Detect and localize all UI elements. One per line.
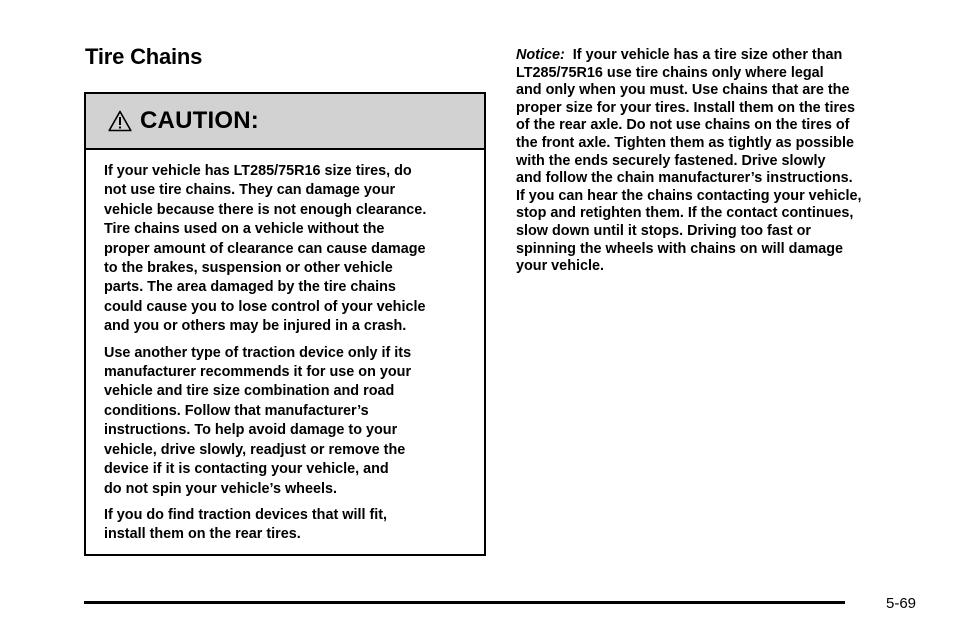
- footer-rule: [84, 601, 845, 604]
- caution-paragraph: If your vehicle has LT285/75R16 size tires, do not use tire chains. They can damage your vehicle because there is not enough clearance. Tire chains used on a vehicle without the proper amount of clearance can cause damage to the brakes, suspension or other vehicle parts. The area damaged by the tire chains could cause you to lose control of your vehicle and you or others may be injured in a crash.: [104, 163, 427, 335]
- caution-box: [84, 92, 486, 556]
- notice-text: If your vehicle has a tire size other than LT285/75R16 use tire chains only where legal and only when you must. Use chains that are the proper size for your tires. Install them on the tires of the rear axle. Do not use chains on the tires of the front axle. Tighten them as tightly as possible with the ends securely fastened. Drive slowly and follow the chain manufacturer’s instructions. If you can hear the chains contacting your vehicle, stop and retighten them. If the contact continues, slow down until it stops. Driving too fast or spinning the wheels with chains on will damage your vehicle.: [516, 47, 862, 275]
- caution-paragraph: If you do find traction devices that will fit, install them on the rear tires.: [104, 506, 388, 543]
- page-number: 5-69: [886, 595, 917, 612]
- caution-paragraph: Use another type of traction device only if its manufacturer recommends it for use on your vehicle and tire size combination and road conditions. Follow that manufacturer’s instructions. To help avoid damage to your vehicle, drive slowly, readjust or remove the device if it is contacting your vehicle, and do not spin your vehicle’s wheels.: [104, 344, 412, 497]
- warning-triangle-icon: [108, 110, 132, 132]
- caution-label: CAUTION:: [140, 107, 259, 134]
- notice-label: Notice:: [516, 47, 565, 63]
- caution-body: [86, 150, 484, 545]
- notice-paragraph: [516, 47, 916, 276]
- section-title: Tire Chains: [85, 44, 203, 69]
- caution-header: [86, 94, 484, 150]
